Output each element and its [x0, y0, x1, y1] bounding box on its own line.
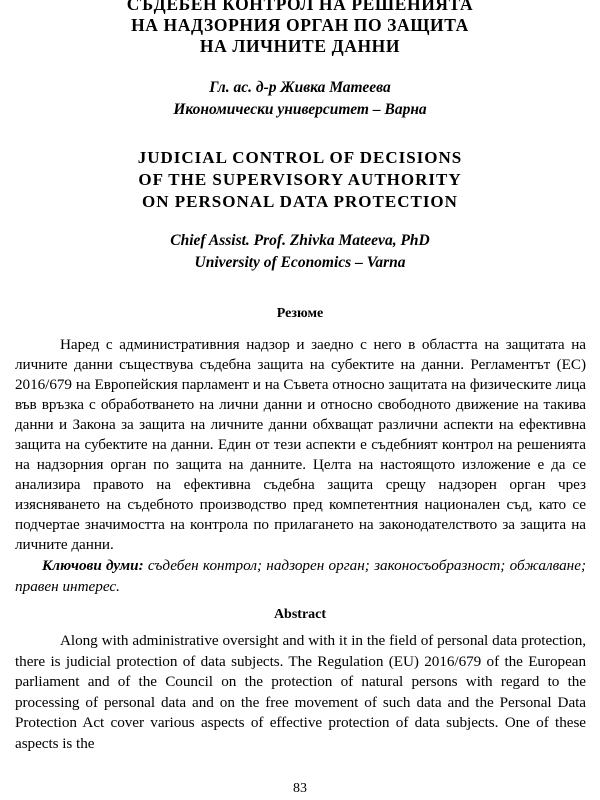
abstract-heading: Abstract — [273, 607, 327, 622]
author-en-name: Chief Assist. Prof. Zhivka Mateeva, PhD — [170, 232, 430, 249]
keywords-text: съдебен контрол; надзорен орган; законосъобразност; обжалване; правен интерес. — [15, 557, 586, 595]
page-number: 83 — [293, 781, 307, 796]
title-en-line-2: OF THE SUPERVISORY AUTHORITY — [138, 170, 462, 189]
keywords-line — [15, 555, 586, 597]
author-bulgarian — [0, 77, 600, 121]
author-english — [0, 230, 600, 274]
title-en-line-1: JUDICIAL CONTROL OF DECISIONS — [137, 148, 463, 167]
keywords-label: Ключови думи: — [42, 557, 144, 574]
summary-heading: Резюме — [276, 306, 324, 321]
title-bg-line-3: НА ЛИЧНИТЕ ДАННИ — [199, 36, 401, 56]
abstract-paragraph: Along with administrative oversight and with it in the field of personal data protection, there is judicial protection of data subjects. The Regulation (EU) 2016/679 of the European parliament and of the Council on the protection of natural persons with regard to the processing of personal data and on the free movement of such data and the Personal Data Protection Act cover various aspects of effective protection of data subjects. One of these aspects is the — [15, 632, 586, 752]
author-bg-name: Гл. ас. д-р Живка Матеева — [209, 79, 391, 96]
title-bg-line-1: СЪДЕБЕН КОНТРОЛ НА РЕШЕНИЯТА — [126, 0, 474, 14]
title-en-line-3: ON PERSONAL DATA PROTECTION — [142, 192, 458, 211]
author-en-affiliation: University of Economics – Varna — [194, 254, 406, 271]
summary-paragraph: Наред с административния надзор и заедно с него в областта на защитата на личните данни съществува съдебна защита на субектите на данни. Регламентът (ЕС) 2016/679 на Европейския парламент и на Съвета относно защитата на физическите лица във връзка с обработването на лични данни и относно свободното движение на такива данни и Закона за защита на личните данни обхващат различни аспекти на ефективна защита на субектите на данни. Един от тези аспекти е съдебният контрол на решенията на надзорния орган по защита на данните. Целта на настоящото изложение е да се анализира правото на ефективна съдебна защита срещу надзорен орган чрез изясняването на съдебното производство пред компетентния национален съд, като се подчертае значимостта на контрола по прилагането на законодателството за защита на личните данни. — [15, 336, 586, 553]
title-bg-line-2: НА НАДЗОРНИЯ ОРГАН ПО ЗАЩИТА — [131, 15, 469, 35]
title-english — [0, 147, 600, 213]
author-bg-affiliation: Икономически университет – Варна — [173, 101, 427, 118]
title-bulgarian — [0, 0, 600, 57]
